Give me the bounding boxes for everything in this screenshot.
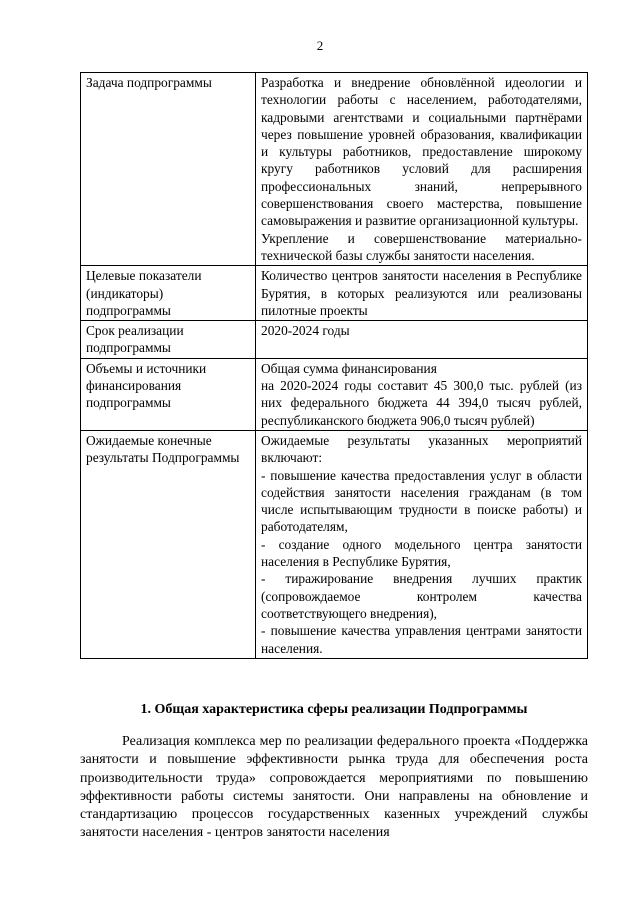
value-paragraph: Общая сумма финансирования	[261, 360, 437, 376]
table-row	[81, 73, 588, 266]
row-value	[256, 73, 588, 266]
row-label: Объемы и источники финансирования подпрограммы	[81, 358, 256, 430]
table-row	[81, 430, 588, 658]
value-paragraph: - повышение качества предоставления услуг в области содействия занятости населения гражданам (в том числе испытывающим трудности в поиске работы) и работодателям,	[261, 467, 582, 535]
table-row	[81, 266, 588, 321]
table-row	[81, 321, 588, 359]
body-paragraph: Реализация комплекса мер по реализации федерального проекта «Поддержка занятости и повышение эффективности рынка труда для обеспечения роста производительности труда» сопровождается мероприятиями по повышению эффективности работы системы занятости. Они направлены на обновление и стандартизацию процессов государственных казенных учреждений службы занятости населения - центров занятости населения	[80, 734, 588, 841]
value-paragraph: Разработка и внедрение обновлённой идеологии и технологии работы с населением, работодателями, кадровыми агентствами и социальными партнёрами через повышение уровней образования, квалификации и культуры работников, предоставление широкому кругу работников условий для расширения профессиональных знаний, непрерывного совершенствования своего мастерства, повышение самовыражения и развитие организационной культуры.	[261, 75, 582, 229]
value-paragraph: 2020-2024 годы	[261, 323, 350, 339]
value-paragraph: Ожидаемые результаты указанных мероприятий включают:	[261, 432, 582, 466]
row-label: Задача подпрограммы	[81, 73, 256, 266]
value-paragraph: - создание одного модельного центра занятости населения в Республике Бурятия,	[261, 536, 582, 570]
row-value	[256, 266, 588, 321]
value-paragraph: - тиражирование внедрения лучших практик (сопровождаемое контролем качества соответствующего внедрения),	[261, 571, 582, 621]
row-label: Целевые показатели (индикаторы) подпрограммы	[81, 266, 256, 321]
row-value	[256, 358, 588, 430]
value-paragraph: Количество центров занятости населения в Республике Бурятия, в которых реализуются или реализованы пилотные проекты	[261, 268, 582, 318]
row-value	[256, 321, 588, 359]
table-row	[81, 358, 588, 430]
row-label: Ожидаемые конечные результаты Подпрограммы	[81, 430, 256, 658]
row-value	[256, 430, 588, 658]
value-paragraph: Укрепление и совершенствование материально-технической базы службы занятости населения.	[261, 230, 582, 263]
subprogram-passport-table	[80, 72, 588, 659]
page-number: 2	[316, 38, 324, 53]
section-title: 1. Общая характеристика сферы реализации Подпрограммы	[140, 702, 528, 717]
row-label: Срок реализации подпрограммы	[81, 321, 256, 359]
value-paragraph: - повышение качества управления центрами занятости населения.	[261, 623, 582, 656]
value-paragraph: на 2020-2024 годы составит 45 300,0 тыс. рублей (из них федерального бюджета 44 394,0 тысяч рублей, республиканского бюджета 906,0 тысяч рублей)	[261, 378, 582, 428]
